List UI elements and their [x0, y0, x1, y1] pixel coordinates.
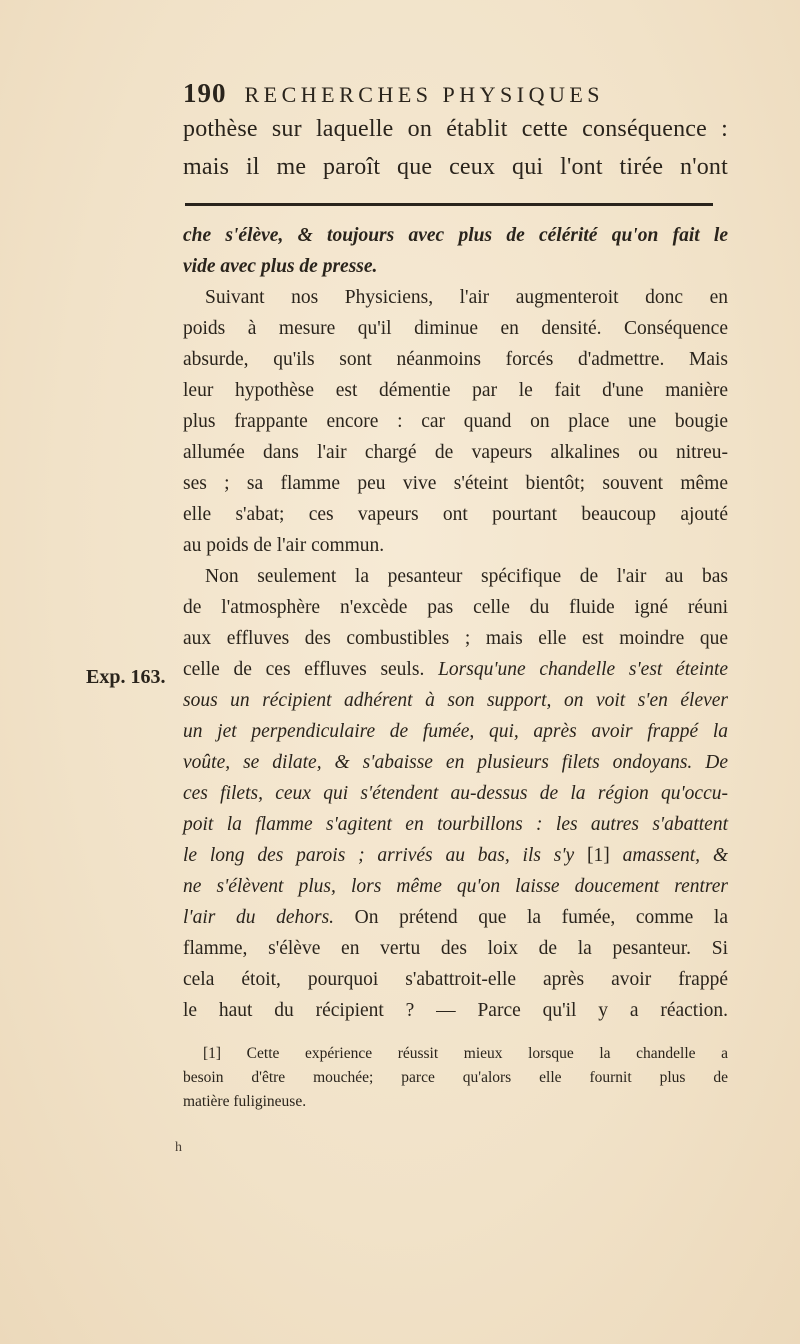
footnote-line: [1] Cette expérience réussit mieux lorsque la chandelle a [203, 1045, 728, 1062]
margin-note-experiment: Exp. 163. [86, 666, 166, 688]
page-number: 190 [183, 78, 227, 108]
text-line: poids à mesure qu'il diminue en densité. Conséquence [183, 318, 728, 339]
footnote [183, 1042, 728, 1114]
text-line: au poids de l'air commun. [183, 535, 385, 556]
carry-over-line: pothèse sur laquelle on établit cette conséquence : [183, 116, 728, 142]
text-line: flamme, s'élève en vertu des loix de la pesanteur. Si [183, 938, 728, 959]
text-line: ses ; sa flamme peu vive s'éteint bientôt; souvent même [183, 473, 728, 494]
text-segment-italic: Lorsqu'une chandelle s'est éteinte [438, 659, 729, 680]
text-line: de l'atmosphère n'excède pas celle du fluide igné réuni [183, 597, 728, 618]
text-line: sous un récipient adhérent à son support, on voit s'en élever [183, 690, 728, 711]
section-rule [185, 203, 713, 206]
text-line: aux effluves des combustibles ; mais elle est moindre que [183, 628, 728, 649]
text-line: le haut du récipient ? — Parce qu'il y a réaction. [183, 1000, 728, 1021]
text-line: cela étoit, pourquoi s'abattroit-elle après avoir frappé [183, 969, 728, 990]
text-line [183, 840, 728, 871]
text-line: un jet perpendiculaire de fumée, qui, après avoir frappé la [183, 721, 728, 742]
text-line: absurde, qu'ils sont néanmoins forcés d'admettre. Mais [183, 349, 728, 370]
text-line: plus frappante encore : car quand on place une bougie [183, 411, 728, 432]
page-header [183, 78, 663, 114]
carry-over-line: mais il me paroît que ceux qui l'ont tirée n'ont [183, 154, 728, 180]
text-line [183, 654, 728, 685]
text-line: leur hypothèse est démentie par le fait d'une manière [183, 380, 728, 401]
running-title: RECHERCHES PHYSIQUES [244, 82, 605, 107]
text-line: Suivant nos Physiciens, l'air augmenteroit donc en [205, 287, 728, 308]
text-segment: celle de ces effluves seuls. [183, 659, 425, 680]
main-text [183, 220, 728, 1026]
text-line [183, 902, 728, 933]
text-line: voûte, se dilate, & s'abaisse en plusieurs filets ondoyans. De [183, 752, 728, 773]
text-segment-italic: l'air du dehors. [183, 907, 335, 928]
footnote-line: matière fuligineuse. [183, 1093, 307, 1110]
text-line: poit la flamme s'agitent en tourbillons : les autres s'abattent [183, 814, 728, 835]
signature-mark: h [175, 1140, 182, 1155]
text-line: elle s'abat; ces vapeurs ont pourtant beaucoup ajouté [183, 504, 728, 525]
text-line: vide avec plus de presse. [183, 256, 378, 277]
text-line: allumée dans l'air chargé de vapeurs alkalines ou nitreu- [183, 442, 728, 463]
text-line: che s'élève, & toujours avec plus de célérité qu'on fait le [183, 225, 728, 246]
text-line: ne s'élèvent plus, lors même qu'on laisse doucement rentrer [183, 876, 728, 897]
text-segment-italic: le long des parois ; arrivés au bas, ils s'y [183, 845, 575, 866]
footnote-reference: [1] [587, 845, 610, 866]
text-segment-italic: amassent, & [622, 845, 728, 866]
text-line: ces filets, ceux qui s'étendent au-dessus de la région qu'occu- [183, 783, 728, 804]
text-line: Non seulement la pesanteur spécifique de l'air au bas [205, 566, 728, 587]
text-segment: On prétend que la fumée, comme la [354, 907, 728, 928]
footnote-line: besoin d'être mouchée; parce qu'alors elle fournit plus de [183, 1069, 728, 1086]
